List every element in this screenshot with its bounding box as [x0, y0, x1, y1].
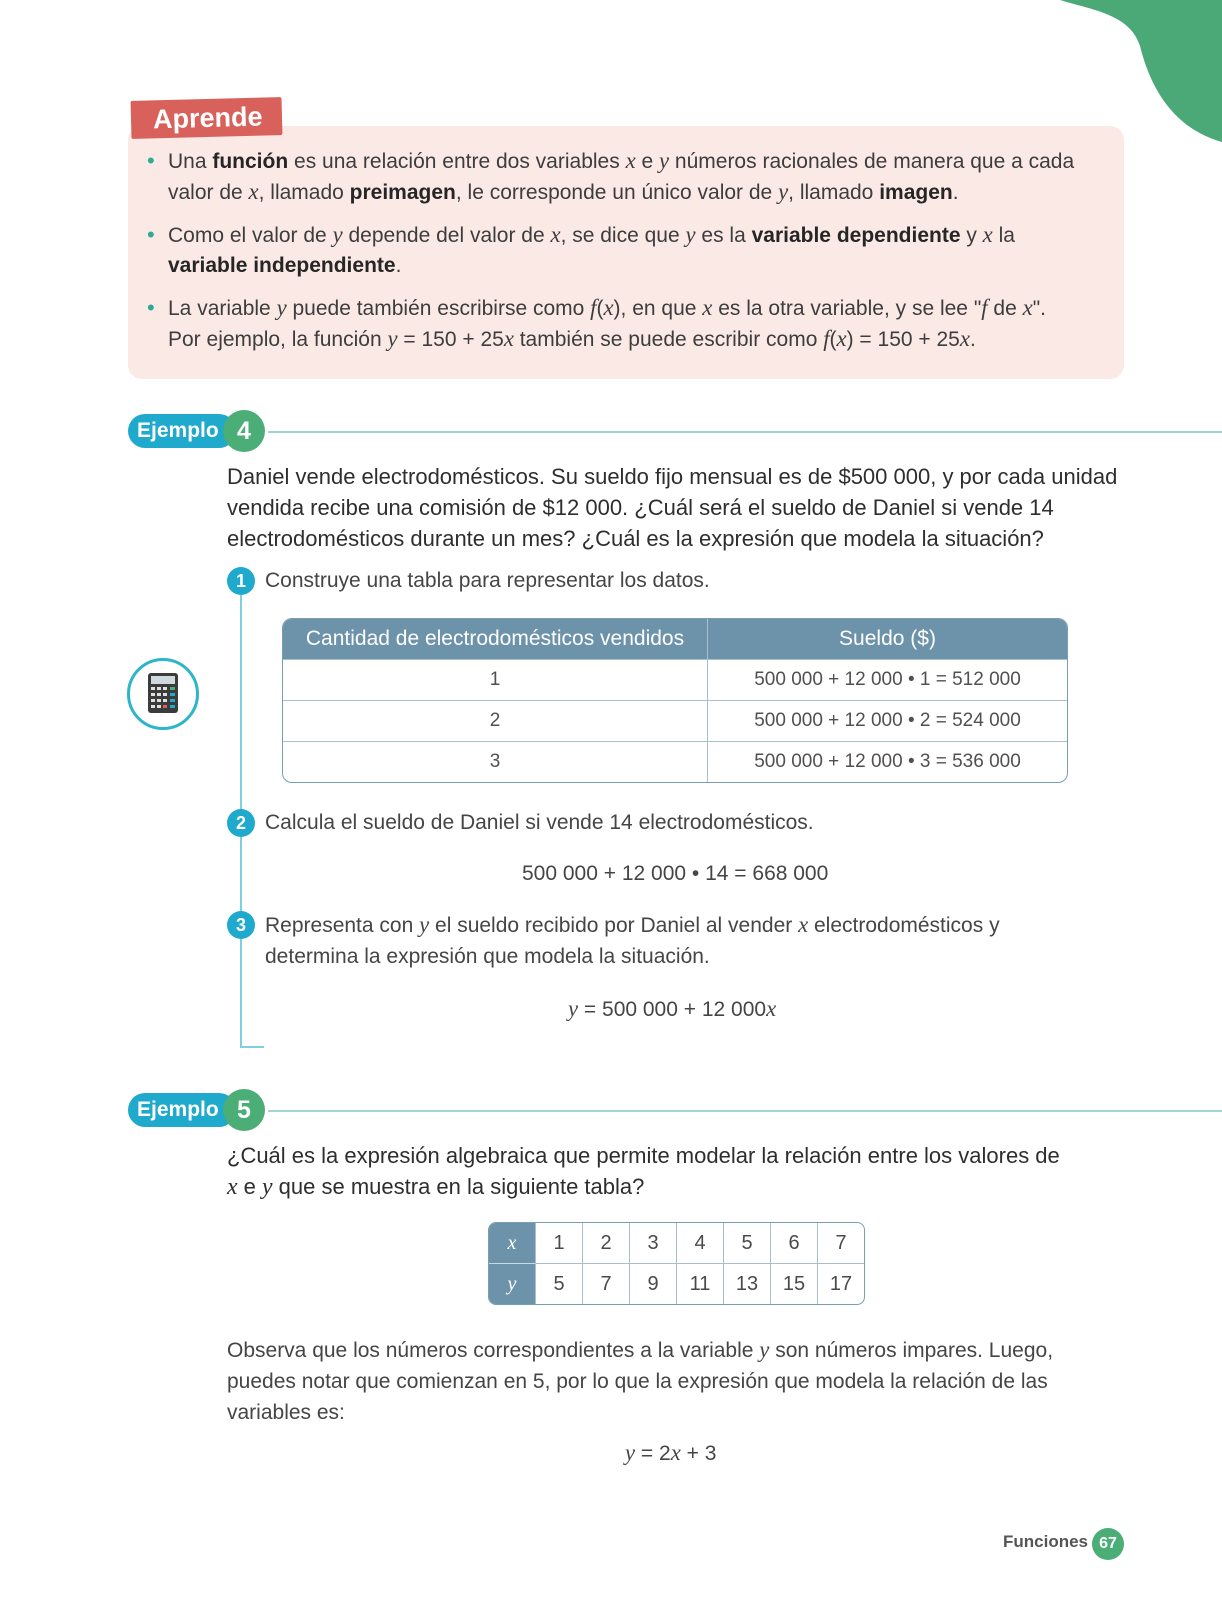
step-3-badge: 3: [227, 911, 255, 939]
table-row-y: [489, 1264, 864, 1304]
table-row: [283, 741, 1067, 782]
table-cell: 1: [283, 659, 708, 700]
aprende-bullet-variables: • Como el valor de y depende del valor de x, se dice que y es la variable dependiente y x la variable independiente.: [168, 220, 1084, 281]
calculator-icon: [127, 658, 199, 730]
table-row-x: [489, 1223, 864, 1264]
table-cell: 4: [677, 1223, 724, 1264]
aprende-bullet-notacion: • La variable y puede también escribirse como f(x), en que x es la otra variable, y se lee "f de x". Por ejemplo, la función y = 150 + 25x también se puede escribir como f(x) = 150 + 25x.: [168, 293, 1084, 355]
sueldo-table: [282, 618, 1068, 783]
table-cell: 1: [536, 1223, 583, 1264]
table-cell: 500 000 + 12 000 • 1 = 512 000: [708, 659, 1067, 700]
column-header: Cantidad de electrodomésticos vendidos: [283, 619, 708, 659]
steps-connector-foot: [240, 1046, 264, 1048]
step-1-badge: 1: [227, 567, 255, 595]
aprende-tag: Aprende: [131, 97, 283, 139]
ejemplo-4-problem: Daniel vende electrodomésticos. Su sueldo fijo mensual es de $500 000, y por cada unidad vendida recibe una comisión de $12 000. ¿Cuál será el sueldo de Daniel si vende 14 electrodomésticos durante un mes? ¿Cuál es la expresión que modela la situación?: [227, 464, 1118, 551]
final-equation: y = 2x + 3: [625, 1440, 717, 1465]
row-header-y: y: [489, 1264, 536, 1304]
ejemplo-number: 4: [223, 410, 265, 452]
ejemplo-divider: [268, 1110, 1222, 1112]
ejemplo-label: Ejemplo: [128, 414, 236, 448]
table-cell: 3: [283, 741, 708, 782]
table-cell: 2: [583, 1223, 630, 1264]
table-cell: 5: [536, 1264, 583, 1304]
ejemplo-5-observation: Observa que los números correspondientes a la variable y son números impares. Luego, puedes notar que comienzan en 5, por lo que la expresión que modela la relación de las variables es:: [227, 1337, 1054, 1424]
table-cell: 500 000 + 12 000 • 2 = 524 000: [708, 700, 1067, 741]
step-3-equation: y = 500 000 + 12 000x: [568, 996, 777, 1021]
table-cell: 500 000 + 12 000 • 3 = 536 000: [708, 741, 1067, 782]
aprende-box: [128, 126, 1124, 379]
table-cell: 5: [724, 1223, 771, 1264]
table-cell: 2: [283, 700, 708, 741]
step-3-text: Representa con y el sueldo recibido por Daniel al vender x electrodomésticos y determina la expresión que modela la situación.: [265, 912, 1000, 968]
table-cell: 3: [630, 1223, 677, 1264]
section-name: Funciones: [1003, 1532, 1089, 1551]
step-2-badge: 2: [227, 809, 255, 837]
table-cell: 13: [724, 1264, 771, 1304]
page-number: 67: [1092, 1528, 1124, 1560]
table-cell: 6: [771, 1223, 818, 1264]
table-cell: 7: [818, 1223, 864, 1264]
table-cell: 15: [771, 1264, 818, 1304]
aprende-bullet-funcion: • Una función es una relación entre dos variables x e y números racionales de manera que a cada valor de x, llamado preimagen, le corresponde un único valor de y, llamado imagen.: [168, 146, 1084, 208]
ejemplo-divider: [268, 431, 1222, 433]
step-1-text: Construye una tabla para representar los datos.: [265, 569, 710, 592]
table-cell: 9: [630, 1264, 677, 1304]
ejemplo-number: 5: [223, 1089, 265, 1131]
table-cell: 11: [677, 1264, 724, 1304]
table-cell: 7: [583, 1264, 630, 1304]
xy-values-table: [488, 1222, 865, 1305]
ejemplo-5-problem: ¿Cuál es la expresión algebraica que permite modelar la relación entre los valores de x e y que se muestra en la siguiente tabla?: [227, 1143, 1060, 1200]
table-row: [283, 659, 1067, 700]
table-header-row: [283, 619, 1067, 659]
row-header-x: x: [489, 1223, 536, 1264]
table-row: [283, 700, 1067, 741]
step-2-equation: 500 000 + 12 000 • 14 = 668 000: [522, 862, 829, 885]
column-header: Sueldo ($): [708, 619, 1067, 659]
table-cell: 17: [829, 1272, 853, 1295]
step-2-text: Calcula el sueldo de Daniel si vende 14 electrodomésticos.: [265, 811, 814, 834]
ejemplo-label: Ejemplo: [128, 1093, 236, 1127]
